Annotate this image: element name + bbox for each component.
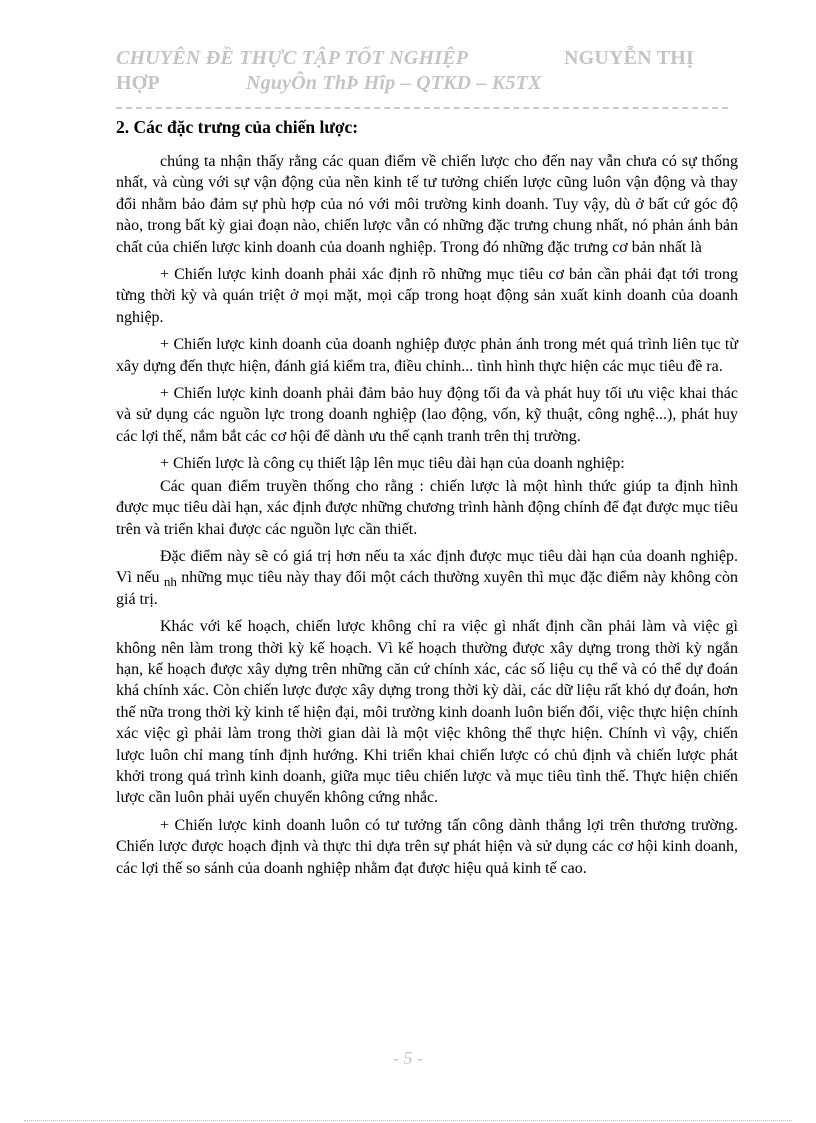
paragraph: + Chiến lược kinh doanh của doanh nghiệp được phản ánh trong mét quá trình liên tục từ xây dựng đến thực hiện, đánh giá kiểm tra, điều chỉnh... tình hình thực hiện các mục tiêu đề ra. <box>116 336 738 375</box>
paragraph: + Chiến lược kinh doanh phải xác định rõ những mục tiêu cơ bản cần phải đạt tới trong từng thời kỳ và quán triệt ở mọi mặt, mọi cấp trong hoạt động sản xuất kinh doanh của doanh nghiệp. <box>116 266 738 326</box>
body-text <box>116 151 738 885</box>
page-header <box>116 46 736 96</box>
paragraph-part: Đặc điểm này sẽ có giá trị hơn nếu ta xác định được mục tiêu dài hạn của doanh nghiệp. Vì nếu <box>116 547 738 587</box>
header-document-type: CHUYÊN ĐỀ THỰC TẬP TỐT NGHIỆP <box>116 47 469 69</box>
paragraph-with-subscript <box>116 546 738 610</box>
paragraph: Các quan điểm truyền thống cho rằng : chiến lược là một hình thức giúp ta định hình được mục tiêu dài hạn, xác định được những chương trình hành động chính để đạt được mục tiêu trên và triển khai được các nguồn lực cần thiết. <box>116 477 738 538</box>
header-line-2 <box>116 71 736 96</box>
page-bottom-border <box>24 1120 792 1121</box>
header-divider <box>116 107 728 109</box>
section-heading: 2. Các đặc trưng của chiến lược: <box>116 117 359 137</box>
paragraph: + Chiến lược kinh doanh phải đảm bảo huy động tối đa và phát huy tối ưu việc khai thác và sử dụng các nguồn lực trong doanh nghiệp (lao động, vốn, kỹ thuật, công nghệ...), phát huy các lợi thế, nắm bắt các cơ hội để dành ưu thế cạnh tranh trên thị trường. <box>116 385 738 445</box>
header-line-1 <box>116 46 736 71</box>
header-author-name: NGUYỄN THỊ <box>564 47 694 69</box>
header-author-class: NguyÔn ThÞ Hîp – QTKD – K5TX <box>246 72 542 94</box>
paragraph-part: những mục tiêu này thay đổi một cách thường xuyên thì mục đặc điểm này không còn giá trị. <box>116 569 738 608</box>
header-author-name-continued: HỢP <box>116 72 160 94</box>
paragraph: + Chiến lược là công cụ thiết lập lên mục tiêu dài hạn của doanh nghiệp: <box>160 455 625 473</box>
page-number: - 5 - <box>393 1048 423 1068</box>
paragraph: + Chiến lược kinh doanh luôn có tư tưởng tấn công dành thắng lợi trên thương trường. Chiến lược được hoạch định và thực thi dựa trên sự phát hiện và sử dụng các cơ hội kinh doanh, các lợi thế so sánh của doanh nghiệp nhằm đạt được hiệu quả kinh tế cao. <box>116 816 738 877</box>
paragraph: chúng ta nhận thấy rằng các quan điểm về chiến lược cho đến nay vẫn chưa có sự thống nhất, và cùng với sự vận động của nền kinh tế tư tưởng chiến lược cũng luôn vận động và thay đổi nhằm bảo đảm sự phù hợp của nó với môi trường kinh doanh. Tuy vậy, dù ở bất cứ góc độ nào, trong bất kỳ giai đoạn nào, chiến lược vẫn có những đặc trưng chung nhất, nó phản ánh bản chất của chiến lược kinh doanh của doanh nghiệp. Trong đó những đặc trưng cơ bản nhất là <box>116 153 738 256</box>
paragraph: Khác với kế hoạch, chiến lược không chỉ ra việc gì nhất định cần phải làm và việc gì không nên làm trong thời kỳ kế hoạch. Vì kế hoạch thường được xây dựng trong thời kỳ ngắn hạn, kế hoạch được xây dựng trên những căn cứ chính xác, các số liệu cụ thể và có thể dự đoán khá chính xác. Còn chiến lược được xây dựng trong thời kỳ dài, các dữ liệu rất khó dự đoán, hơn thế nữa trong thời kỳ kinh tế hiện đại, môi trường kinh doanh luôn biến đổi, việc thực hiện chính xác việc gì phải làm trong thời gian dài là một việc không thể thực hiện. Chính vì vậy, chiến lược luôn chỉ mang tính định hướng. Khi triển khai chiến lược có chủ định và chiến lược phát khởi trong quá trình kinh doanh, giữa mục tiêu chiến lược và mục tiêu tình thế. Thực hiện chiến lược cần luôn phải uyển chuyển không cứng nhắc. <box>116 618 738 807</box>
subscript-text: nh <box>163 574 177 590</box>
